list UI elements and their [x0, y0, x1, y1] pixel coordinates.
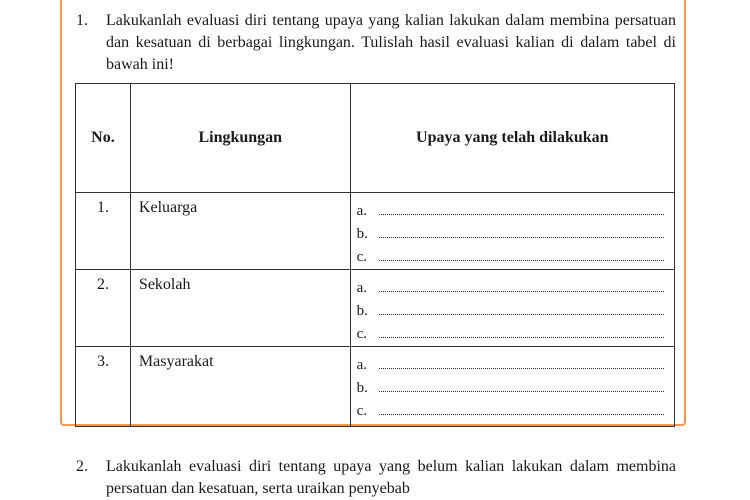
evaluation-table [75, 83, 675, 427]
table-row [76, 270, 675, 347]
dotted-line [379, 214, 664, 215]
answer-line[interactable] [357, 274, 664, 297]
answer-line[interactable] [357, 374, 664, 397]
answer-line[interactable] [357, 351, 664, 374]
question-1-text: Lakukanlah evaluasi diri tentang upaya yang kalian lakukan dalam membina persatuan dan kesatuan di berbagai lingkungan. Tulislah hasil evaluasi kalian di dalam tabel di bawah ini! [106, 12, 676, 73]
answer-label: b. [356, 303, 368, 319]
question-2 [76, 456, 676, 500]
answer-line[interactable] [357, 397, 664, 420]
answer-line[interactable] [357, 297, 664, 320]
dotted-line [379, 237, 664, 238]
answer-label: c. [356, 249, 368, 265]
row-number: 3. [76, 347, 131, 427]
answer-line[interactable] [357, 220, 664, 243]
row-effort-cell [350, 193, 674, 270]
row-effort-cell [350, 270, 674, 347]
answer-line[interactable] [357, 243, 664, 266]
dotted-line [379, 260, 664, 261]
row-environment: Sekolah [130, 270, 350, 347]
table-header-row [76, 84, 675, 193]
answer-label: b. [356, 380, 368, 396]
dotted-line [379, 368, 664, 369]
answer-label: c. [356, 326, 368, 342]
table-row [76, 347, 675, 427]
question-1-number: 1. [76, 12, 88, 29]
answer-label: a. [356, 203, 368, 219]
dotted-line [379, 337, 664, 338]
answer-label: a. [356, 357, 368, 373]
answer-line[interactable] [357, 197, 664, 220]
question-2-text: Lakukanlah evaluasi diri tentang upaya yang belum kalian lakukan dalam membina persatuan dan kesatuan, serta uraikan penyebab [106, 458, 676, 497]
header-no: No. [76, 84, 131, 193]
answer-label: a. [356, 280, 368, 296]
dotted-line [379, 291, 664, 292]
answer-label: c. [356, 403, 368, 419]
row-effort-cell [350, 347, 674, 427]
row-number: 1. [76, 193, 131, 270]
question-2-number: 2. [76, 458, 88, 475]
dotted-line [379, 391, 664, 392]
dotted-line [379, 314, 664, 315]
row-environment: Keluarga [130, 193, 350, 270]
header-effort: Upaya yang telah dilakukan [350, 84, 674, 193]
table-row [76, 193, 675, 270]
row-environment: Masyarakat [130, 347, 350, 427]
row-number: 2. [76, 270, 131, 347]
question-1 [76, 10, 676, 76]
header-environment: Lingkungan [130, 84, 350, 193]
answer-line[interactable] [357, 320, 664, 343]
answer-label: b. [356, 226, 368, 242]
dotted-line [379, 414, 664, 415]
